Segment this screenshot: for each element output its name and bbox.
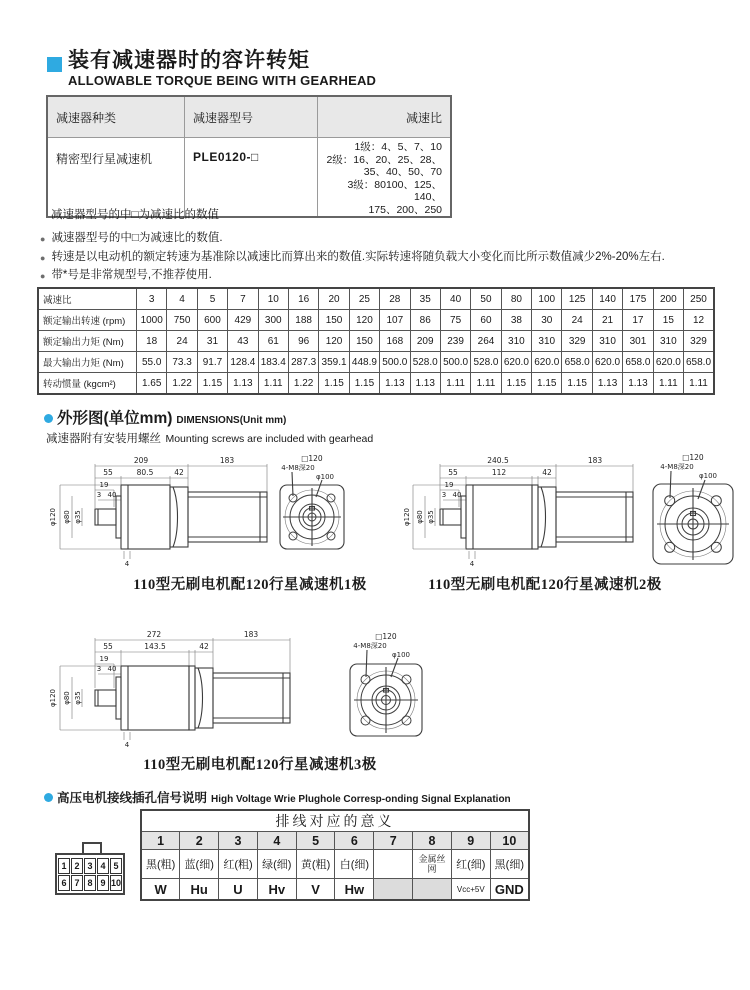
wire-color-cell: 金属丝网	[413, 850, 452, 879]
connector-body	[55, 853, 125, 895]
wiring-table	[140, 809, 530, 901]
wire-signal-cell	[413, 879, 452, 901]
spec-cell: 188	[288, 310, 318, 331]
svg-text:272: 272	[146, 630, 162, 639]
wire-title-row	[141, 810, 529, 832]
spec-cell: 120	[319, 331, 349, 352]
svg-text:183: 183	[219, 456, 235, 465]
svg-text:4-M8深20: 4-M8深20	[353, 642, 387, 650]
spec-cell: 5	[197, 288, 227, 310]
spec-cell: 1.13	[410, 373, 440, 395]
svg-text:φ35: φ35	[74, 510, 82, 524]
col-gear-type: 减速器种类	[47, 96, 185, 138]
spec-cell: 1.15	[501, 373, 531, 395]
side-view	[95, 485, 267, 549]
spec-table-wrap	[37, 287, 715, 395]
svg-text:3: 3	[441, 491, 447, 499]
pin-number-cell: 4	[257, 832, 296, 850]
title-square-icon	[47, 57, 62, 72]
svg-text:φ35: φ35	[427, 510, 435, 524]
gearhead-table-header	[47, 96, 451, 138]
spec-cell: 429	[228, 310, 258, 331]
svg-text:□120: □120	[682, 453, 704, 462]
svg-text:55: 55	[448, 468, 458, 477]
section-dot-icon	[44, 793, 53, 802]
spec-cell: 620.0	[532, 352, 562, 373]
svg-text:143.5: 143.5	[144, 642, 166, 651]
spec-row-label: 最大输出力矩 (Nm)	[38, 352, 137, 373]
spec-cell: 168	[380, 331, 410, 352]
note-1	[40, 231, 730, 246]
dimension-drawing-1	[40, 452, 350, 577]
drawing-caption-2: 110型无刷电机配120行星减速机2极	[428, 577, 662, 593]
note-3	[40, 268, 730, 283]
svg-text:φ35: φ35	[74, 691, 82, 705]
wiring-table-wrap	[140, 809, 530, 901]
ratio-line: 175、200、250	[368, 203, 442, 216]
gear-ratio-value	[318, 138, 452, 218]
svg-text:φ80: φ80	[63, 510, 71, 524]
pin-number-cell: 3	[219, 832, 258, 850]
spec-row-label: 转动惯量 (kgcm²)	[38, 373, 137, 395]
spec-cell: 12	[684, 310, 714, 331]
wire-color-cell: 红(粗)	[219, 850, 258, 879]
spec-cell: 16	[288, 288, 318, 310]
spec-cell: 239	[440, 331, 470, 352]
spec-cell: 150	[319, 310, 349, 331]
pin-number-cell: 5	[296, 832, 335, 850]
dimension-lines	[413, 464, 633, 559]
spec-cell: 3	[137, 288, 167, 310]
spec-cell: 750	[167, 310, 197, 331]
wire-signal-cell: GND	[490, 879, 529, 901]
ratio-line: 1级：4、5、7、10	[354, 141, 442, 153]
svg-text:40: 40	[107, 491, 117, 499]
spec-cell: 24	[167, 331, 197, 352]
col-gear-ratio: 减速比	[318, 96, 452, 138]
spec-cell: 40	[440, 288, 470, 310]
dimensions-heading	[44, 406, 286, 428]
svg-text:3: 3	[96, 665, 102, 673]
spec-cell: 620.0	[653, 352, 683, 373]
connector-pin: 3	[84, 858, 96, 874]
svg-text:209: 209	[133, 456, 149, 465]
spec-cell: 1.22	[167, 373, 197, 395]
spec-cell: 658.0	[684, 352, 714, 373]
wire-signal-cell: Hu	[180, 879, 219, 901]
bullet-dot-icon: ●	[40, 234, 46, 244]
svg-text:19: 19	[444, 481, 454, 489]
wire-signal-cell: U	[219, 879, 258, 901]
spec-cell: 1.11	[471, 373, 501, 395]
spec-cell: 500.0	[380, 352, 410, 373]
pin-number-cell: 7	[374, 832, 413, 850]
svg-text:φ80: φ80	[63, 691, 71, 705]
dimension-drawing-2	[405, 452, 740, 577]
note-2	[40, 250, 730, 265]
spec-cell: 96	[288, 331, 318, 352]
svg-text:□120: □120	[375, 632, 397, 641]
spec-cell: 140	[592, 288, 622, 310]
svg-text:42: 42	[542, 468, 552, 477]
drawing-caption-3: 110型无刷电机配120行星减速机3极	[143, 757, 377, 773]
wire-color-cell: 黄(粗)	[296, 850, 335, 879]
spec-cell: 1.13	[623, 373, 653, 395]
spec-cell: 18	[137, 331, 167, 352]
svg-text:55: 55	[103, 642, 113, 651]
spec-cell: 21	[592, 310, 622, 331]
spec-cell: 1.11	[653, 373, 683, 395]
spec-cell: 1.13	[380, 373, 410, 395]
spec-row-label: 额定输出力矩 (Nm)	[38, 331, 137, 352]
svg-text:183: 183	[243, 630, 259, 639]
connector-pin-row-1	[57, 857, 123, 874]
page-subtitle: ALLOWABLE TORQUE BEING WITH GEARHEAD	[68, 73, 377, 88]
connector-pin: 6	[58, 875, 70, 891]
wire-color-cell	[374, 850, 413, 879]
svg-text:4: 4	[469, 560, 475, 568]
pin-number-cell: 2	[180, 832, 219, 850]
svg-text:3: 3	[96, 491, 102, 499]
spec-row-label: 减速比	[38, 288, 137, 310]
spec-cell: 43	[228, 331, 258, 352]
section-dot-icon	[44, 414, 53, 423]
spec-cell: 175	[623, 288, 653, 310]
svg-text:4-M8深20: 4-M8深20	[660, 463, 694, 471]
wire-pins-row	[141, 832, 529, 850]
bullet-dot-icon: ●	[40, 253, 46, 263]
spec-cell: 125	[562, 288, 592, 310]
flange-view	[350, 650, 422, 736]
flange-view	[280, 472, 344, 549]
svg-text:φ120: φ120	[49, 689, 57, 707]
spec-cell: 31	[197, 331, 227, 352]
spec-cell: 61	[258, 331, 288, 352]
connector-pin: 5	[110, 858, 122, 874]
note-text: 带*号是非常规型号,不推荐使用.	[51, 269, 212, 281]
dimensions-note	[46, 429, 373, 447]
spec-cell: 10	[258, 288, 288, 310]
wire-colors-row	[141, 850, 529, 879]
wire-signal-cell: Vcc+5V	[451, 879, 490, 901]
connector-pin: 4	[97, 858, 109, 874]
spec-cell: 25	[349, 288, 379, 310]
connector-pin: 2	[71, 858, 83, 874]
spec-cell: 329	[562, 331, 592, 352]
wire-color-cell: 白(细)	[335, 850, 374, 879]
spec-cell: 264	[471, 331, 501, 352]
spec-cell: 1.11	[258, 373, 288, 395]
dimensions-heading-cn: 外形图(单位mm)	[57, 410, 173, 427]
spec-cell: 528.0	[410, 352, 440, 373]
spec-cell: 38	[501, 310, 531, 331]
svg-text:φ80: φ80	[416, 510, 424, 524]
wire-table-title: 排线对应的意义	[141, 810, 529, 832]
wire-signal-cell: W	[141, 879, 180, 901]
spec-data-row-2	[38, 331, 714, 352]
note-text: 减速器型号的中□为减速比的数值.	[51, 232, 223, 244]
dimension-drawing-3	[40, 626, 470, 766]
spec-data-row-1	[38, 310, 714, 331]
spec-row-label: 额定输出转速 (rpm)	[38, 310, 137, 331]
svg-text:φ100: φ100	[316, 473, 334, 481]
spec-cell: 7	[228, 288, 258, 310]
wire-signal-cell: Hv	[257, 879, 296, 901]
connector-pin: 9	[97, 875, 109, 891]
wiring-heading-en: High Voltage Wrie Plughole Corresp-onding Signal Explanation	[211, 794, 511, 805]
svg-text:φ100: φ100	[392, 651, 410, 659]
svg-text:□120: □120	[301, 454, 323, 463]
note-text: 转速是以电动机的额定转速为基准除以减速比而算出来的数值.实际转速将随负载大小变化而比所示数值减少2%-20%左右.	[51, 251, 665, 263]
spec-cell: 209	[410, 331, 440, 352]
svg-text:19: 19	[99, 655, 109, 663]
pin-number-cell: 1	[141, 832, 180, 850]
wire-signal-cell	[374, 879, 413, 901]
wire-color-cell: 绿(细)	[257, 850, 296, 879]
flange-view	[653, 471, 733, 564]
connector-pin-row-2	[57, 874, 123, 891]
spec-cell: 183.4	[258, 352, 288, 373]
svg-text:40: 40	[452, 491, 462, 499]
spec-cell: 600	[197, 310, 227, 331]
svg-text:φ120: φ120	[49, 508, 57, 526]
svg-text:42: 42	[174, 468, 184, 477]
spec-cell: 73.3	[167, 352, 197, 373]
wiring-heading	[44, 788, 511, 807]
spec-cell: 30	[532, 310, 562, 331]
connector-plug-icon	[53, 842, 125, 898]
gear-model-value: PLE0120-□	[185, 138, 318, 218]
wire-signals-row	[141, 879, 529, 901]
wire-color-cell: 黑(粗)	[141, 850, 180, 879]
spec-cell: 1.13	[228, 373, 258, 395]
page-title: 装有减速器时的容许转矩	[68, 49, 310, 72]
spec-cell: 28	[380, 288, 410, 310]
connector-pin: 1	[58, 858, 70, 874]
svg-text:4: 4	[124, 560, 130, 568]
dimension-lines	[60, 464, 267, 559]
spec-cell: 20	[319, 288, 349, 310]
pin-number-cell: 9	[451, 832, 490, 850]
spec-cell: 120	[349, 310, 379, 331]
svg-text:40: 40	[107, 665, 117, 673]
pin-number-cell: 8	[413, 832, 452, 850]
spec-cell: 310	[532, 331, 562, 352]
spec-cell: 448.9	[349, 352, 379, 373]
spec-cell: 60	[471, 310, 501, 331]
spec-cell: 250	[684, 288, 714, 310]
wire-color-cell: 蓝(细)	[180, 850, 219, 879]
ratio-line: 35、40、50、70	[363, 166, 442, 178]
spec-cell: 310	[653, 331, 683, 352]
svg-text:112: 112	[491, 468, 507, 477]
svg-text:183: 183	[587, 456, 603, 465]
pin-number-cell: 10	[490, 832, 529, 850]
spec-cell: 107	[380, 310, 410, 331]
spec-cell: 17	[623, 310, 653, 331]
spec-cell: 100	[532, 288, 562, 310]
connector-pin: 10	[110, 875, 122, 891]
spec-cell: 500.0	[440, 352, 470, 373]
side-view	[95, 666, 290, 730]
spec-cell: 150	[349, 331, 379, 352]
connector-pin: 8	[84, 875, 96, 891]
bullet-dot-icon: ●	[40, 271, 46, 281]
spec-cell: 86	[410, 310, 440, 331]
svg-text:240.5: 240.5	[487, 456, 509, 465]
spec-cell: 329	[684, 331, 714, 352]
spec-cell: 1000	[137, 310, 167, 331]
spec-cell: 300	[258, 310, 288, 331]
spec-cell: 1.11	[684, 373, 714, 395]
spec-cell: 359.1	[319, 352, 349, 373]
ratio-line: 2级：16、20、25、28、	[326, 153, 442, 166]
spec-cell: 1.11	[440, 373, 470, 395]
connector-pin: 7	[71, 875, 83, 891]
spec-cell: 91.7	[197, 352, 227, 373]
spec-cell: 310	[592, 331, 622, 352]
svg-text:80.5: 80.5	[136, 468, 154, 477]
wiring-heading-cn: 高压电机接线插孔信号说明	[57, 791, 208, 805]
spec-cell: 658.0	[562, 352, 592, 373]
drawing-caption-1: 110型无刷电机配120行星减速机1极	[133, 577, 367, 593]
spec-cell: 310	[501, 331, 531, 352]
spec-cell: 620.0	[501, 352, 531, 373]
wire-color-cell: 红(细)	[451, 850, 490, 879]
ratio-line: 3级：80100、125、140、	[347, 178, 442, 203]
gearhead-footnote: 减速器型号的中□为减速比的数值	[51, 209, 219, 221]
spec-cell: 1.13	[592, 373, 622, 395]
spec-cell: 1.15	[349, 373, 379, 395]
spec-ratio-row	[38, 288, 714, 310]
spec-cell: 528.0	[471, 352, 501, 373]
spec-cell: 287.3	[288, 352, 318, 373]
side-view	[440, 485, 633, 549]
svg-text:φ120: φ120	[403, 508, 411, 526]
spec-data-row-4	[38, 373, 714, 395]
spec-cell: 15	[653, 310, 683, 331]
spec-cell: 658.0	[623, 352, 653, 373]
dimensions-heading-en: DIMENSIONS(Unit mm)	[176, 415, 287, 426]
spec-cell: 50	[471, 288, 501, 310]
svg-text:19: 19	[99, 481, 109, 489]
spec-cell: 1.15	[532, 373, 562, 395]
spec-cell: 128.4	[228, 352, 258, 373]
spec-cell: 1.15	[319, 373, 349, 395]
spec-cell: 80	[501, 288, 531, 310]
wire-signal-cell: Hw	[335, 879, 374, 901]
spec-cell: 301	[623, 331, 653, 352]
dimension-lines	[60, 638, 290, 740]
svg-text:55: 55	[103, 468, 113, 477]
svg-text:42: 42	[199, 642, 209, 651]
col-gear-model: 减速器型号	[185, 96, 318, 138]
gearhead-table	[46, 95, 452, 218]
spec-data-row-3	[38, 352, 714, 373]
dimensions-note-cn: 减速器附有安装用螺丝	[46, 433, 161, 445]
spec-cell: 1.15	[197, 373, 227, 395]
spec-cell: 200	[653, 288, 683, 310]
pin-number-cell: 6	[335, 832, 374, 850]
spec-cell: 1.65	[137, 373, 167, 395]
spec-cell: 1.15	[562, 373, 592, 395]
spec-cell: 1.22	[288, 373, 318, 395]
svg-text:φ100: φ100	[699, 472, 717, 480]
svg-text:4-M8深20: 4-M8深20	[281, 464, 315, 472]
spec-cell: 75	[440, 310, 470, 331]
wire-signal-cell: V	[296, 879, 335, 901]
gear-type-value: 精密型行星减速机	[47, 138, 185, 218]
dimensions-note-en: Mounting screws are included with gearhead	[165, 433, 374, 445]
spec-table	[37, 287, 715, 395]
spec-cell: 35	[410, 288, 440, 310]
dimension-labels	[403, 453, 717, 568]
spec-cell: 620.0	[592, 352, 622, 373]
spec-cell: 4	[167, 288, 197, 310]
svg-text:4: 4	[124, 741, 130, 749]
spec-cell: 24	[562, 310, 592, 331]
wire-color-cell: 黑(细)	[490, 850, 529, 879]
spec-cell: 55.0	[137, 352, 167, 373]
